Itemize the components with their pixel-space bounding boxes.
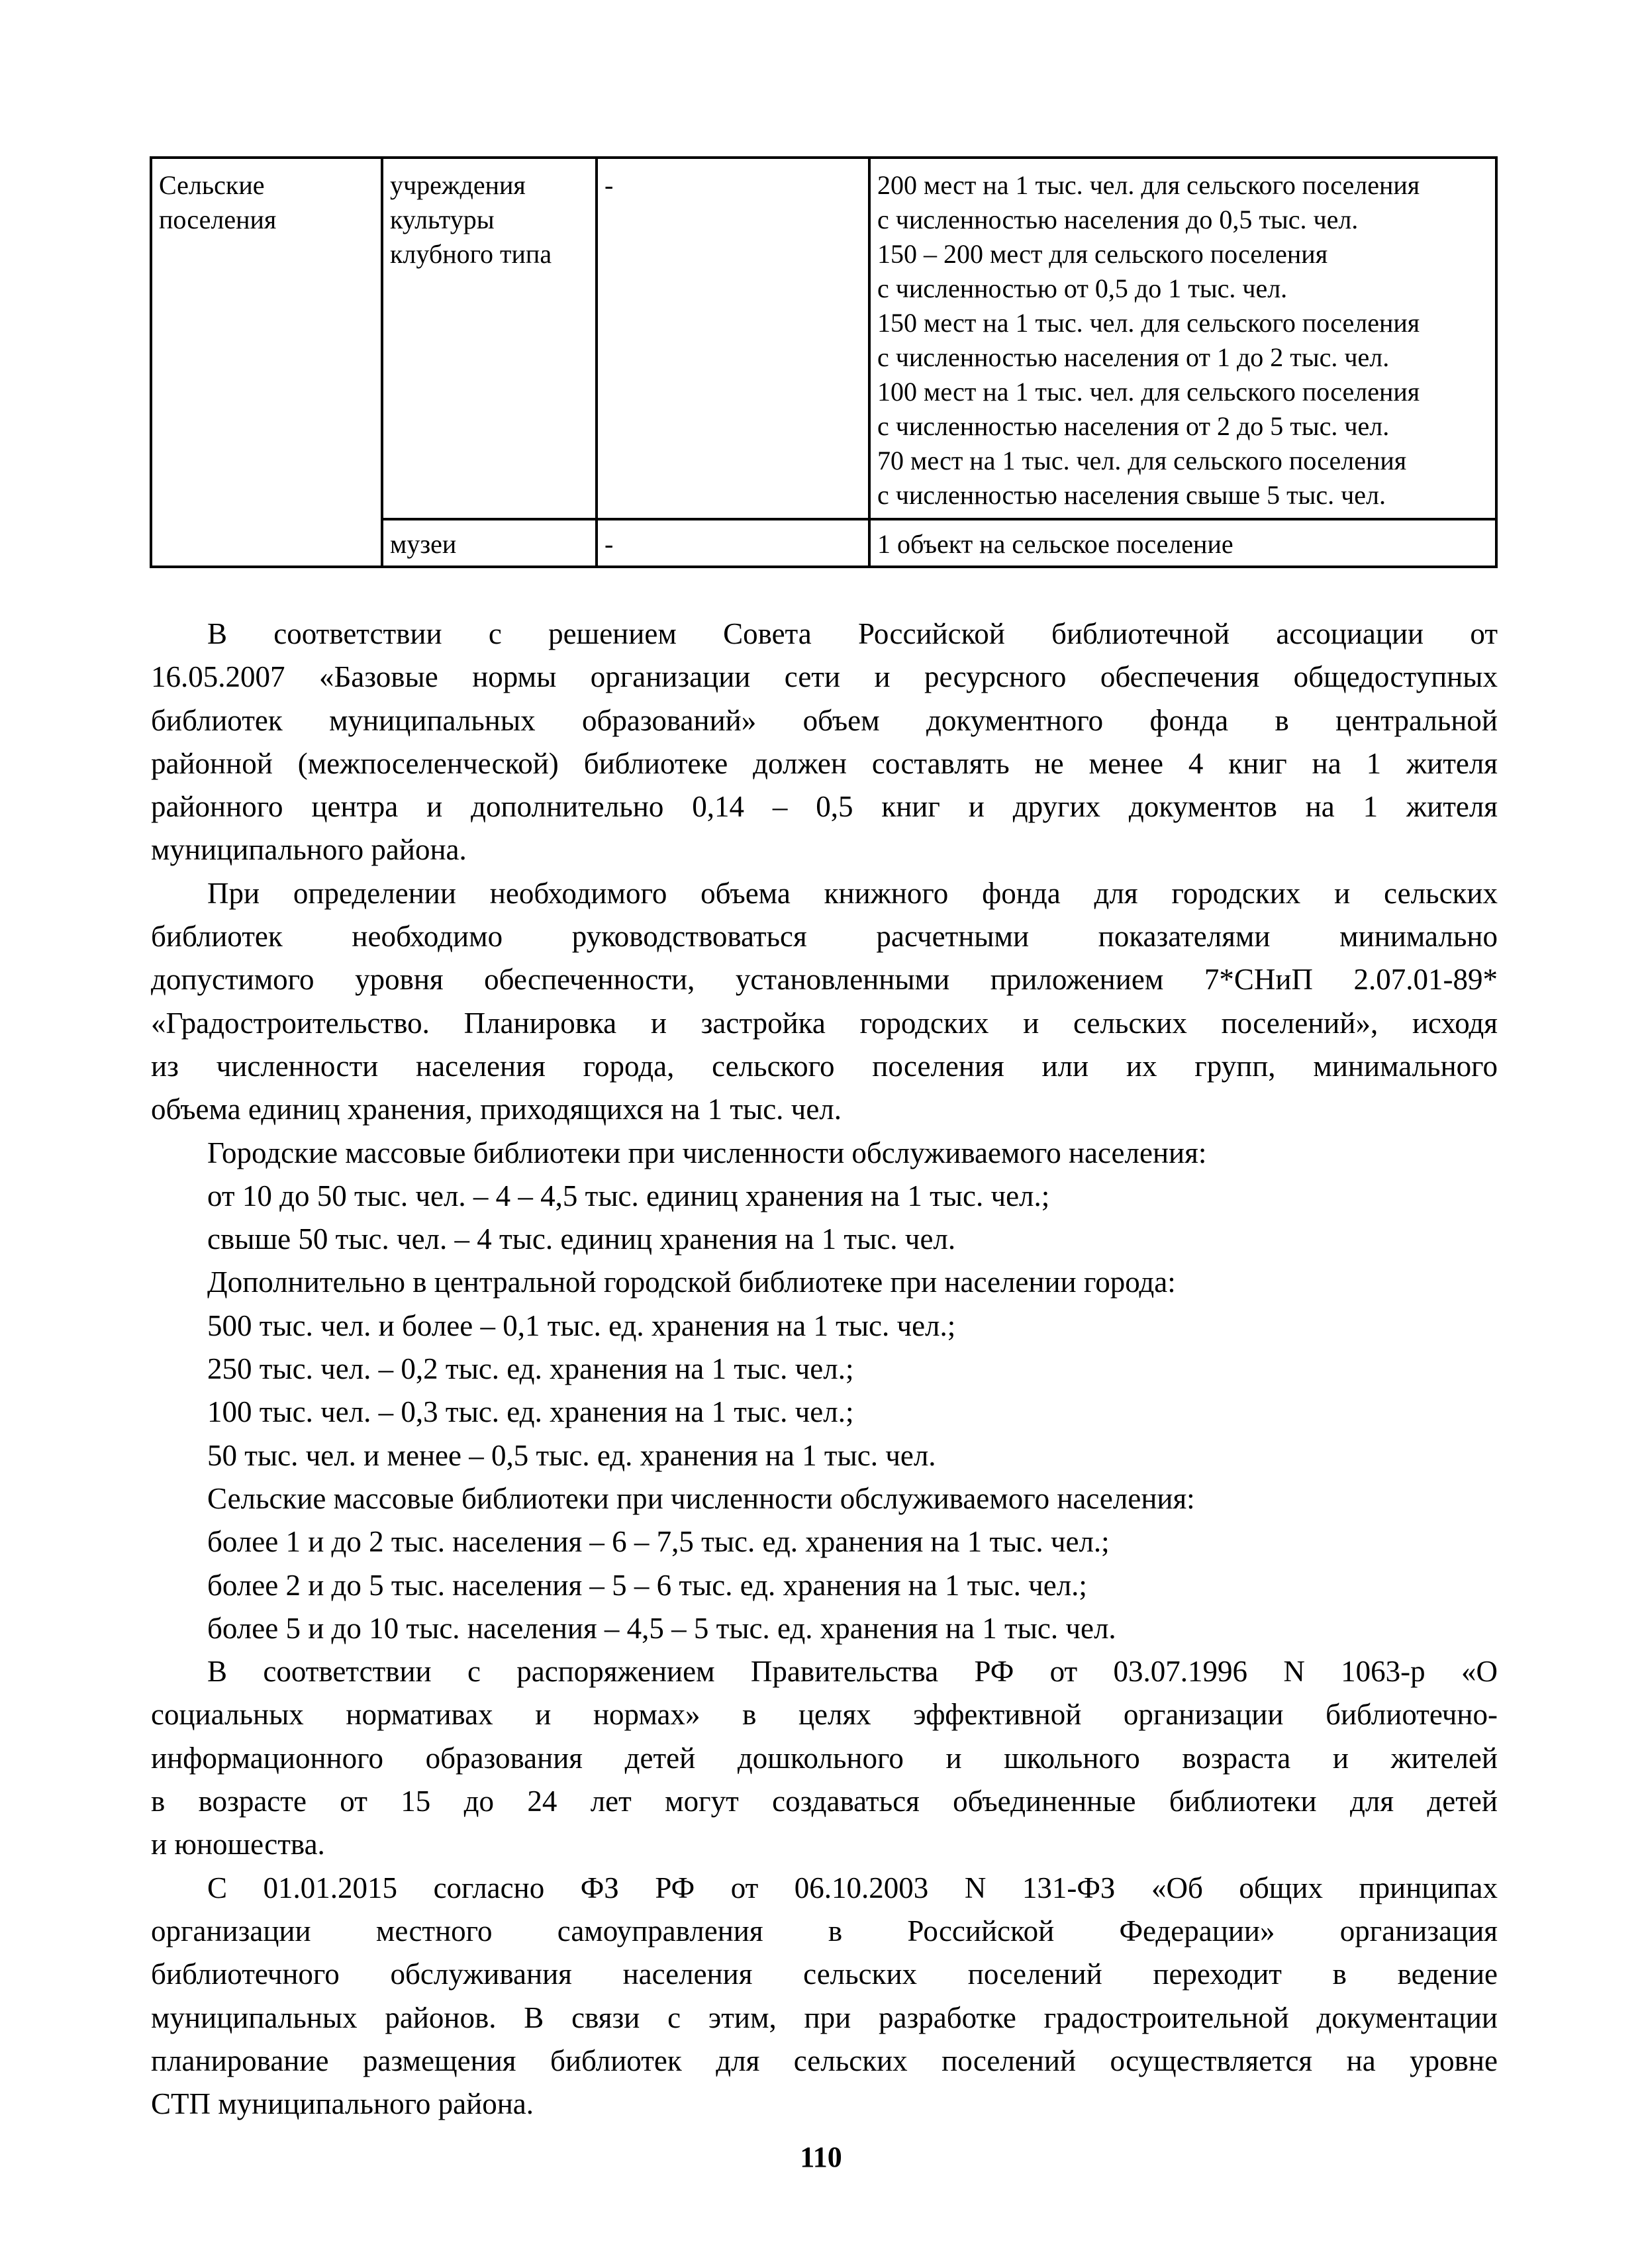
cell-line: 200 мест на 1 тыс. чел. для сельского поселения xyxy=(877,170,1420,200)
cell-line: с численностью от 0,5 до 1 тыс. чел. xyxy=(877,273,1288,303)
table-row xyxy=(151,158,1496,519)
norm-cell xyxy=(869,519,1496,567)
paragraph-line: 16.05.2007 «Базовые нормы организации сети и ресурсного обеспечения общедоступных xyxy=(151,660,1498,694)
paragraph-line: СТП муниципального района. xyxy=(151,2087,534,2121)
facility-cell xyxy=(382,158,597,519)
paragraph-line: районной (межпоселенческой) библиотеке должен составлять не менее 4 книг на 1 жителя xyxy=(151,746,1498,780)
cell-line: 70 мест на 1 тыс. чел. для сельского поселения xyxy=(877,446,1407,475)
list-line: Городские массовые библиотеки при численности обслуживаемого населения: xyxy=(207,1136,1207,1169)
list-line: 50 тыс. чел. и менее – 0,5 тыс. ед. хранения на 1 тыс. чел. xyxy=(207,1438,936,1472)
paragraph-line: В соответствии с распоряжением Правительства РФ от 03.07.1996 N 1063-р «О xyxy=(207,1655,1498,1689)
cell-line: 150 мест на 1 тыс. чел. для сельского поселения xyxy=(877,308,1420,338)
list-line: 500 тыс. чел. и более – 0,1 тыс. ед. хранения на 1 тыс. чел.; xyxy=(207,1308,956,1342)
cell-line: 100 мест на 1 тыс. чел. для сельского поселения xyxy=(877,377,1420,407)
cell-line: 1 объект на сельское поселение xyxy=(877,529,1233,559)
cell-line: музеи xyxy=(390,529,457,559)
paragraph-line: При определении необходимого объема книжного фонда для городских и сельских xyxy=(207,876,1498,910)
list-line: от 10 до 50 тыс. чел. – 4 – 4,5 тыс. единиц хранения на 1 тыс. чел.; xyxy=(207,1179,1050,1212)
cell-line: с численностью населения от 1 до 2 тыс. чел. xyxy=(877,342,1390,372)
paragraph-line: «Градостроительство. Планировка и застройка городских и сельских поселений», исходя xyxy=(151,1006,1498,1040)
cell-line: с численностью населения от 2 до 5 тыс. чел. xyxy=(877,411,1390,441)
paragraph-line: библиотечного обслуживания населения сельских поселений переходит в ведение xyxy=(151,1957,1498,1991)
paragraph-line: муниципальных районов. В связи с этим, при разработке градостроительной документации xyxy=(151,2000,1498,2034)
settlement-cell xyxy=(151,158,382,567)
paragraph-line: социальных нормативах и нормах» в целях эффективной организации библиотечно- xyxy=(151,1698,1498,1732)
list-line: Дополнительно в центральной городской библиотеке при населении города: xyxy=(207,1265,1176,1299)
page-number: 110 xyxy=(800,2141,842,2173)
facility-cell xyxy=(382,519,597,567)
paragraph-line: муниципального района. xyxy=(151,833,467,867)
list-line: более 5 и до 10 тыс. населения – 4,5 – 5 тыс. ед. хранения на 1 тыс. чел. xyxy=(207,1611,1116,1645)
list-line: 250 тыс. чел. – 0,2 тыс. ед. хранения на 1 тыс. чел.; xyxy=(207,1352,854,1386)
cell-line: с численностью населения до 0,5 тыс. чел. xyxy=(877,205,1359,234)
paragraph-line: в возрасте от 15 до 24 лет могут создаваться объединенные библиотеки для детей xyxy=(151,1785,1498,1818)
paragraph-line: информационного образования детей дошкольного и школьного возраста и жителей xyxy=(151,1741,1498,1775)
body-text xyxy=(151,613,1498,2126)
paragraph-line: районного центра и дополнительно 0,14 – 0,5 книг и других документов на 1 жителя xyxy=(151,790,1498,824)
cell-line: культуры xyxy=(390,205,495,234)
cell-line: Сельские xyxy=(159,170,265,200)
list-line: более 2 и до 5 тыс. населения – 5 – 6 тыс. ед. хранения на 1 тыс. чел.; xyxy=(207,1568,1087,1602)
cell-line: - xyxy=(604,170,614,200)
paragraph-line: библиотек муниципальных образований» объем документного фонда в центральной xyxy=(151,703,1498,737)
cell-line: клубного типа xyxy=(390,239,552,269)
paragraph-line: планирование размещения библиотек для сельских поселений осуществляется на уровне xyxy=(151,2044,1498,2077)
paragraph-line: С 01.01.2015 согласно ФЗ РФ от 06.10.2003 N 131-ФЗ «Об общих принципах xyxy=(207,1871,1498,1904)
paragraph-line: и юношества. xyxy=(151,1828,325,1861)
paragraph-line: объема единиц хранения, приходящихся на 1 тыс. чел. xyxy=(151,1093,842,1126)
cell-line: - xyxy=(604,529,614,559)
norm-cell xyxy=(869,158,1496,519)
paragraph-line: В соответствии с решением Совета Российской библиотечной ассоциации от xyxy=(207,617,1498,650)
paragraph-line: организации местного самоуправления в Российской Федерации» организация xyxy=(151,1914,1498,1948)
cell-line: учреждения xyxy=(390,170,526,200)
list-line: Сельские массовые библиотеки при численности обслуживаемого населения: xyxy=(207,1481,1195,1515)
list-line: 100 тыс. чел. – 0,3 тыс. ед. хранения на 1 тыс. чел.; xyxy=(207,1395,854,1429)
cell-line: 150 – 200 мест для сельского поселения xyxy=(877,239,1328,269)
value-cell xyxy=(597,158,869,519)
list-line: свыше 50 тыс. чел. – 4 тыс. единиц хранения на 1 тыс. чел. xyxy=(207,1222,956,1256)
norms-table xyxy=(150,156,1498,568)
list-line: более 1 и до 2 тыс. населения – 6 – 7,5 тыс. ед. хранения на 1 тыс. чел.; xyxy=(207,1525,1110,1559)
value-cell xyxy=(597,519,869,567)
paragraph-line: допустимого уровня обеспеченности, установленными приложением 7*СНиП 2.07.01-89* xyxy=(151,963,1498,997)
cell-line: с численностью населения свыше 5 тыс. чел. xyxy=(877,480,1386,510)
paragraph-line: библиотек необходимо руководствоваться расчетными показателями минимально xyxy=(151,920,1498,954)
paragraph-line: из численности населения города, сельского поселения или их групп, минимального xyxy=(151,1049,1498,1083)
cell-line: поселения xyxy=(159,205,277,234)
